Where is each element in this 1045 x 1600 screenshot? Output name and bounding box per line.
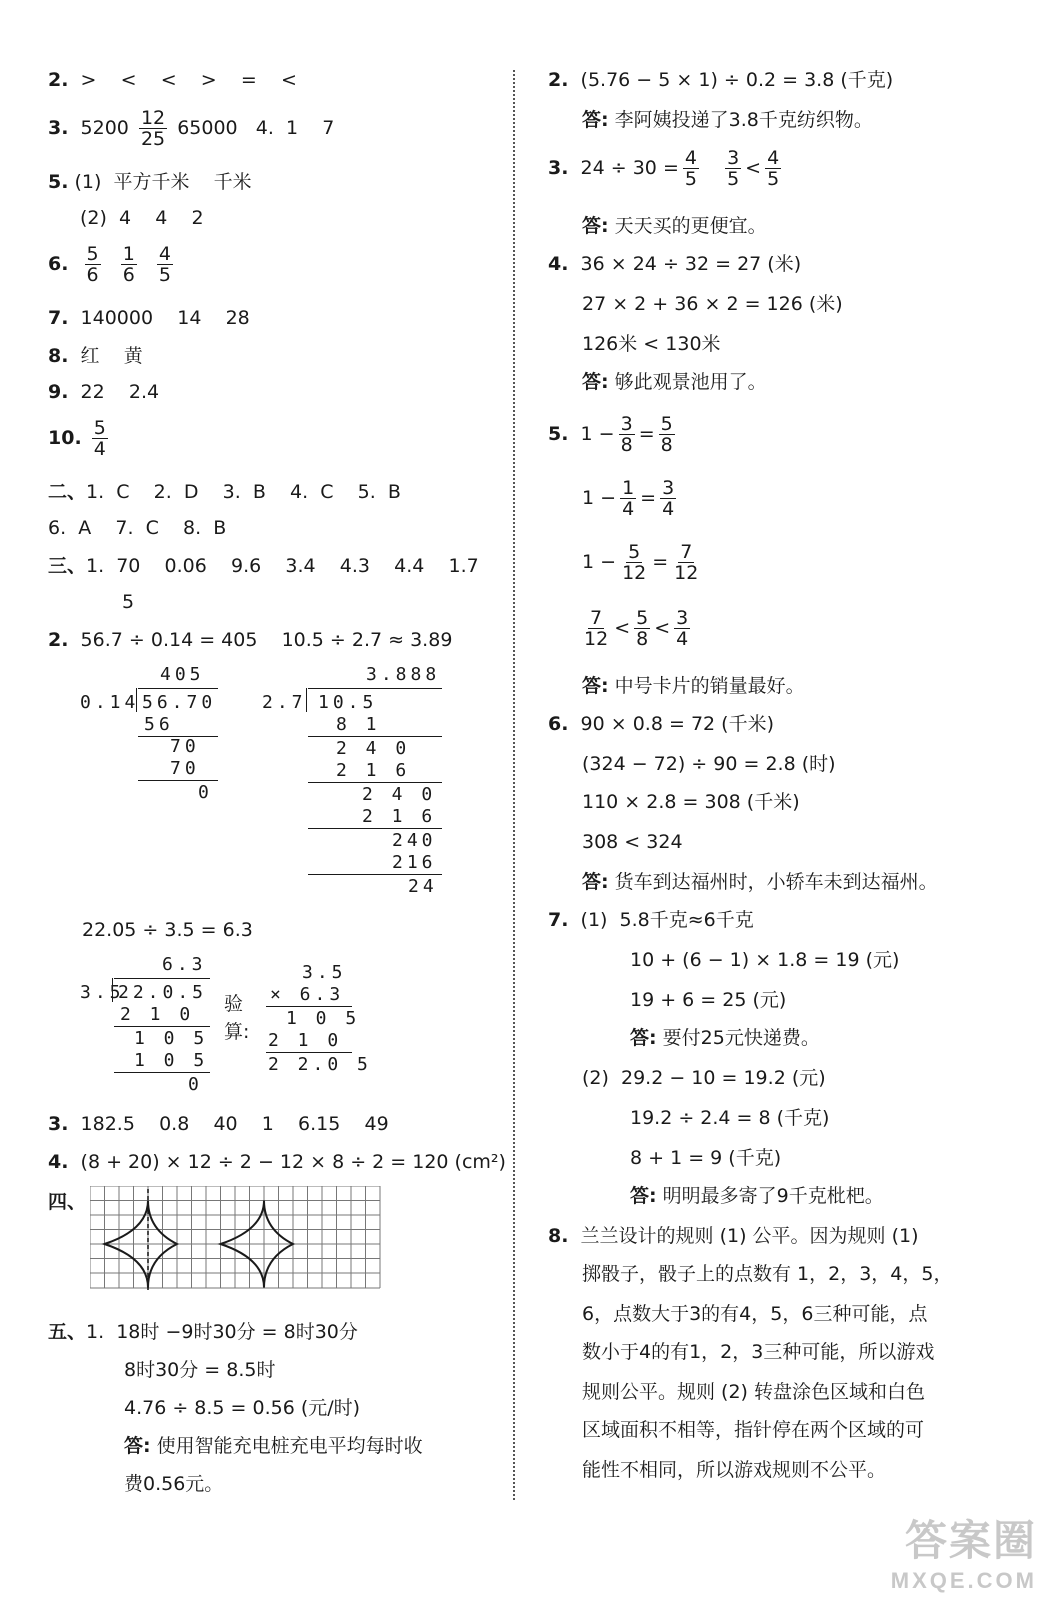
right-q3-answer: 答: 天天买的更便宜。 (582, 215, 767, 237)
fraction: $\frac{5}{6}$ (86, 243, 99, 286)
right-q4-line: 126米 < 130米 (582, 333, 721, 355)
section-3b: 5 (122, 591, 135, 613)
step: 0 (188, 1074, 203, 1095)
fraction: $\frac{3}{4}$ (662, 477, 675, 520)
fraction: $\frac{4}{5}$ (767, 147, 780, 190)
dividend: 22.0.5 (118, 982, 208, 1003)
fraction: $\frac{3}{5}$ (727, 147, 740, 190)
answer-8: 8. 红 黄 (48, 345, 143, 367)
step: 70 (170, 736, 200, 757)
step: 240 (392, 830, 437, 851)
dividend: 10.5 (318, 692, 378, 713)
right-q8-line: 掷骰子，骰子上的点数有 1，2，3，4，5， (582, 1263, 953, 1285)
fraction: $\frac{1}{6}$ (122, 243, 135, 286)
step: 56 (144, 714, 174, 735)
right-q6: 6. 90 × 0.8 = 72 (千米) (548, 713, 774, 735)
right-q8-line: 6，点数大于3的有4，5，6三种可能，点 (582, 1303, 928, 1325)
right-q8: 8. 兰兰设计的规则 (1) 公平。因为规则 (1) (548, 1225, 919, 1247)
fraction: $\frac{5}{12}$ (622, 541, 647, 584)
right-q7-line: 10 + (6 − 1) × 1.8 = 19 (元) (630, 949, 900, 971)
divisor: 0.14 (80, 692, 140, 713)
answer-9: 9. 22 2.4 (48, 381, 160, 403)
answer-7: 7. 140000 14 28 (48, 307, 250, 329)
check-label: 算: (224, 1021, 250, 1043)
divisor: 2.7 (262, 692, 307, 713)
right-q7-line: 19.2 ÷ 2.4 = 8 (千克) (630, 1107, 830, 1129)
step-bar (138, 780, 218, 781)
right-q6-line: 308 < 324 (582, 831, 683, 853)
right-q7-line: 19 + 6 = 25 (元) (630, 989, 787, 1011)
dividend: 56.70 (142, 692, 217, 713)
division-bracket (112, 978, 113, 1002)
section-5-answer-cont: 费0.56元。 (124, 1473, 224, 1495)
step-bar (308, 828, 442, 829)
section-2a: 二、1. C 2. D 3. B 4. C 5. B (48, 481, 401, 503)
step: 2 4 0 (362, 784, 437, 805)
right-q4-answer: 答: 够此观景池用了。 (582, 371, 767, 393)
factor: 3.5 (302, 962, 347, 983)
step: 2 4 0 (336, 738, 411, 759)
fraction: $\frac{7}{12}$ (584, 607, 609, 650)
check-label: 验 (224, 993, 244, 1015)
step: 2 1 6 (336, 760, 411, 781)
division-bracket (136, 688, 137, 712)
answer-10: 10. $\frac{5}{4}$ (48, 417, 106, 460)
right-q7-part2: (2) 29.2 − 10 = 19.2 (元) (582, 1067, 826, 1089)
section-3-q4: 4. (8 + 20) × 12 ÷ 2 − 12 × 8 ÷ 2 = 120 (cm²) (48, 1151, 506, 1173)
right-q5-row1: 5. 1 − $\frac{3}{8}$ = $\frac{5}{8}$ (548, 413, 673, 456)
section-4-label: 四、 (48, 1191, 87, 1213)
answer-5a: 5. (1) 平方千米 千米 (48, 171, 252, 193)
step: 216 (392, 852, 437, 873)
grid-drawing (90, 1186, 382, 1290)
fraction: $\frac{7}{12}$ (674, 541, 699, 584)
section-3-q2: 2. 56.7 ÷ 0.14 = 405 10.5 ÷ 2.7 ≈ 3.89 (48, 629, 453, 651)
right-q8-line: 数小于4的有1，2，3三种可能，所以游戏 (582, 1341, 935, 1363)
section-5-q1: 五、1. 18时 −9时30分 = 8时30分 (48, 1321, 358, 1343)
fraction: $\frac{3}{8}$ (620, 413, 633, 456)
equation-3: 22.05 ÷ 3.5 = 6.3 (82, 919, 253, 941)
partial: 2 1 0 (268, 1030, 343, 1051)
fraction: $\frac{5}{8}$ (636, 607, 649, 650)
fraction: $\frac{4}{5}$ (158, 243, 172, 286)
right-q4-line: 27 × 2 + 36 × 2 = 126 (米) (582, 293, 843, 315)
watermark-en: MXQE.COM (890, 1568, 1037, 1593)
fraction: $\frac{3}{4}$ (676, 607, 689, 650)
right-q2: 2. (5.76 − 5 × 1) ÷ 0.2 = 3.8 (千克) (548, 69, 894, 91)
fraction: $\frac{5}{8}$ (660, 413, 673, 456)
section-5-answer: 答: 使用智能充电桩充电平均每时收 (124, 1435, 423, 1457)
division-bracket (306, 688, 307, 712)
right-q8-line: 区域面积不相等，指针停在两个区域的可 (582, 1419, 925, 1441)
step-bar (114, 1072, 210, 1073)
answer-5b: (2) 4 4 2 (80, 207, 204, 229)
right-q8-line: 能性不相同，所以游戏规则不公平。 (582, 1459, 887, 1481)
right-q6-line: (324 − 72) ÷ 90 = 2.8 (时) (582, 753, 836, 775)
step: 0 (198, 782, 213, 803)
right-q7-answer1: 答: 要付25元快递费。 (630, 1027, 820, 1049)
quotient: 6.3 (162, 954, 207, 975)
step-bar (114, 1026, 210, 1027)
step: 8 1 (336, 714, 381, 735)
fraction: $\frac{5}{4}$ (93, 417, 106, 460)
right-q6-answer: 答: 货车到达福州时，小轿车未到达福州。 (582, 871, 938, 893)
division-bar (114, 978, 210, 979)
right-q3: 3. 24 ÷ 30 = $\frac{4}{5}$ $\frac{3}{5}$ < $\frac{4}{5}$ (548, 147, 780, 190)
step-bar (308, 736, 442, 737)
fraction: $\frac{4}{5}$ (684, 147, 697, 190)
answer-3: 3. 5200 $\frac{12}{25}$ 65000 4. 1 7 (48, 107, 335, 150)
product-bar (266, 1052, 352, 1053)
step: 24 (408, 876, 438, 897)
right-q7-answer2: 答: 明明最多寄了9千克枇杷。 (630, 1185, 884, 1207)
section-5-line: 4.76 ÷ 8.5 = 0.56 (元/时) (124, 1397, 361, 1419)
step: 1 0 5 (134, 1050, 209, 1071)
product-bar (266, 1006, 352, 1007)
right-q7-line: 8 + 1 = 9 (千克) (630, 1147, 782, 1169)
product: 2 2.0 5 (268, 1054, 372, 1075)
right-q2-answer: 答: 李阿姨投递了3.8千克纺织物。 (582, 109, 873, 131)
fraction: $\frac{12}{25}$ (140, 107, 166, 150)
step: 2 1 0 (120, 1004, 195, 1025)
factor: × 6.3 (270, 984, 345, 1005)
right-q8-line: 规则公平。规则 (2) 转盘涂色区域和白色 (582, 1381, 925, 1403)
quotient: 405 (160, 664, 205, 685)
step-bar (308, 782, 442, 783)
column-divider (513, 70, 515, 1500)
section-3a: 三、1. 70 0.06 9.6 3.4 4.3 4.4 1.7 (48, 555, 479, 577)
right-q5-compare: $\frac{7}{12}$ < $\frac{5}{8}$ < $\frac{3}{4}$ (584, 607, 689, 650)
answer-6: 6. $\frac{5}{6}$ $\frac{1}{6}$ $\frac{4}{5}$ (48, 243, 172, 286)
watermark-logo (891, 1508, 1037, 1594)
answer-2: 2. > < < > = < (48, 69, 297, 91)
section-2b: 6. A 7. C 8. B (48, 517, 227, 539)
quotient: 3.888 (366, 664, 441, 685)
partial: 1 0 5 (286, 1008, 361, 1029)
right-q5-answer: 答: 中号卡片的销量最好。 (582, 675, 805, 697)
division-bar (308, 688, 442, 689)
section-5-line: 8时30分 = 8.5时 (124, 1359, 276, 1381)
division-bar (138, 688, 218, 689)
step: 1 0 5 (134, 1028, 209, 1049)
divisor: 3.5 (80, 982, 125, 1003)
right-q6-line: 110 × 2.8 = 308 (千米) (582, 791, 800, 813)
step: 2 1 6 (362, 806, 437, 827)
fraction: $\frac{1}{4}$ (622, 477, 635, 520)
right-q5-row3: 1 − $\frac{5}{12}$ = $\frac{7}{12}$ (582, 541, 699, 584)
step: 70 (170, 758, 200, 779)
watermark-cn: 答案圈 (904, 1517, 1037, 1564)
right-q4: 4. 36 × 24 ÷ 32 = 27 (米) (548, 253, 802, 275)
right-q7-part1: 7. (1) 5.8千克≈6千克 (548, 909, 754, 931)
section-3-q3: 3. 182.5 0.8 40 1 6.15 49 (48, 1113, 389, 1135)
step-bar (308, 874, 442, 875)
right-q5-row2: 1 − $\frac{1}{4}$ = $\frac{3}{4}$ (582, 477, 675, 520)
